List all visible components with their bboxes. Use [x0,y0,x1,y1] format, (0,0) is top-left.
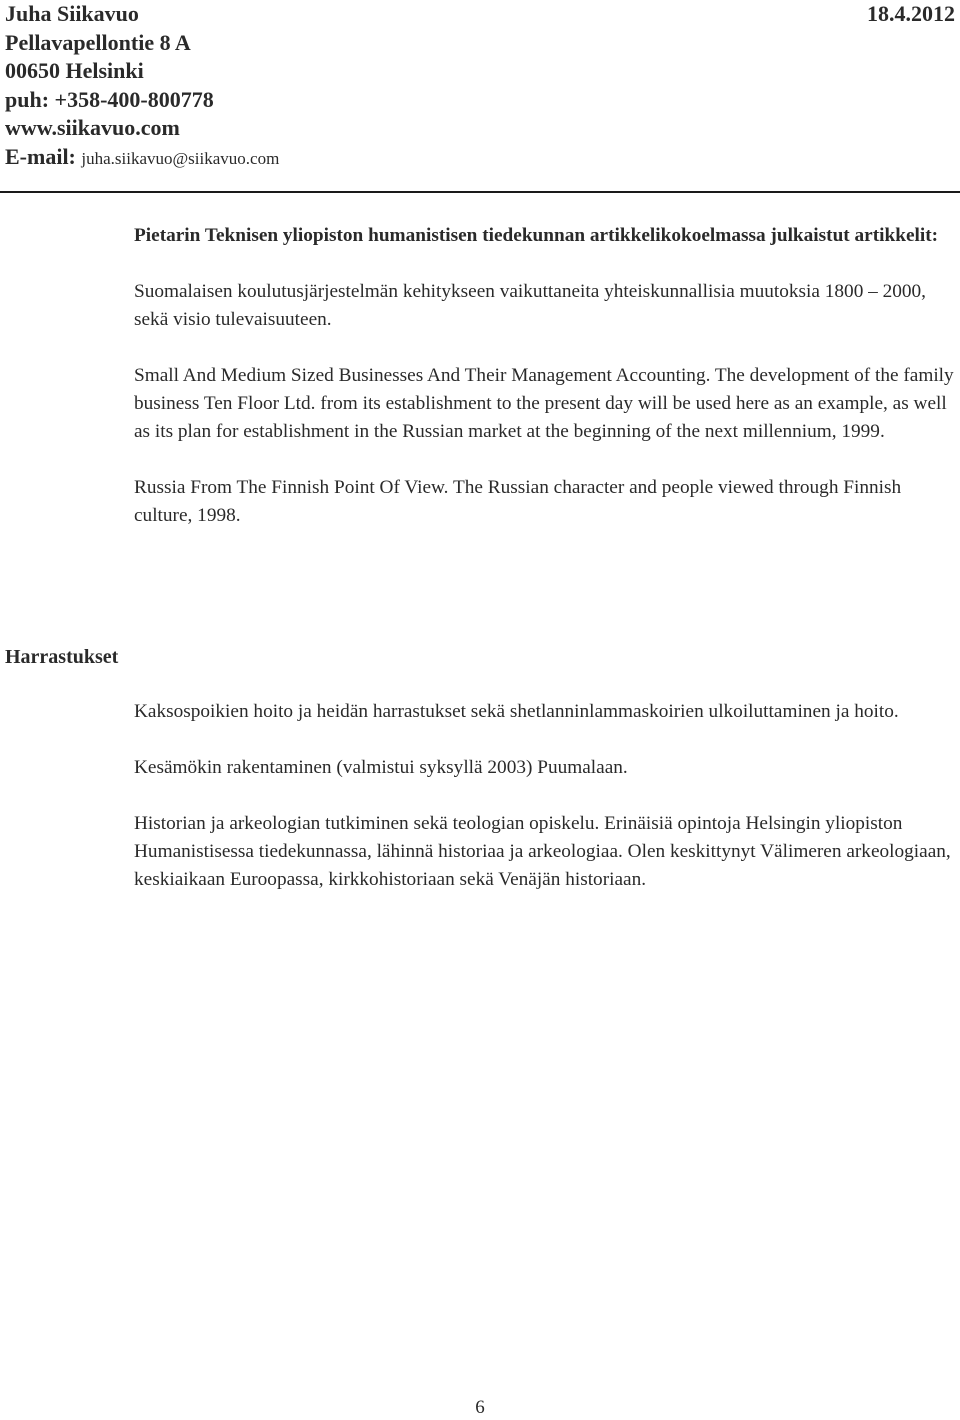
website-link[interactable]: www.siikavuo.com [5,115,180,140]
publications-title: Pietarin Teknisen yliopiston humanistisen tiedekunnan artikkelikokoelmassa julkaistut artikkelit: [134,225,939,246]
hobbies-heading: Harrastukset [5,646,119,668]
street-address: Pellavapellontie 8 A [5,29,191,55]
hobby-item: Historian ja arkeologian tutkiminen sekä teologian opiskelu. Erinäisiä opintoja Helsingin yliopiston Humanistisessa tiedekunnassa, lähinnä historiaa ja arkeologiaa. Olen keskittynyt Välimeren arkeologiaan, keskiaikaan Euroopassa, kirkkohistoriaan sekä Venäjän historiaan. [134,813,951,890]
publication-item: Small And Medium Sized Businesses And Their Management Accounting. The development of the family business Ten Floor Ltd. from its establishment to the present day will be used here as an example, as well as its plan for establishment in the Russian market at the beginning of the next millennium, 1999. [134,365,954,442]
email-label: E-mail: [5,143,82,169]
header-divider [0,191,960,193]
hobby-item: Kaksospoikien hoito ja heidän harrastukset sekä shetlanninlammaskoirien ulkoiluttaminen ja hoito. [134,701,899,722]
hobbies-section [134,698,960,894]
author-name: Juha Siikavuo [5,1,139,26]
publication-item: Suomalaisen koulutusjärjestelmän kehitykseen vaikuttaneita yhteiskunnallisia muutoksia 1800 – 2000, sekä visio tulevaisuuteen. [134,281,926,330]
email-row [5,143,955,174]
city-address: 00650 Helsinki [5,58,144,83]
document-date: 18.4.2012 [867,1,955,26]
hobby-item: Kesämökin rakentaminen (valmistui syksyllä 2003) Puumalaan. [134,757,628,778]
phone-number: puh: +358-400-800778 [5,86,214,112]
email-link[interactable]: juha.siikavuo@siikavuo.com [81,148,280,168]
publication-item: Russia From The Finnish Point Of View. The Russian character and people viewed through Finnish culture, 1998. [134,477,902,526]
contact-header [5,0,955,173]
page-number: 6 [475,1397,485,1418]
publications-section [134,222,960,530]
